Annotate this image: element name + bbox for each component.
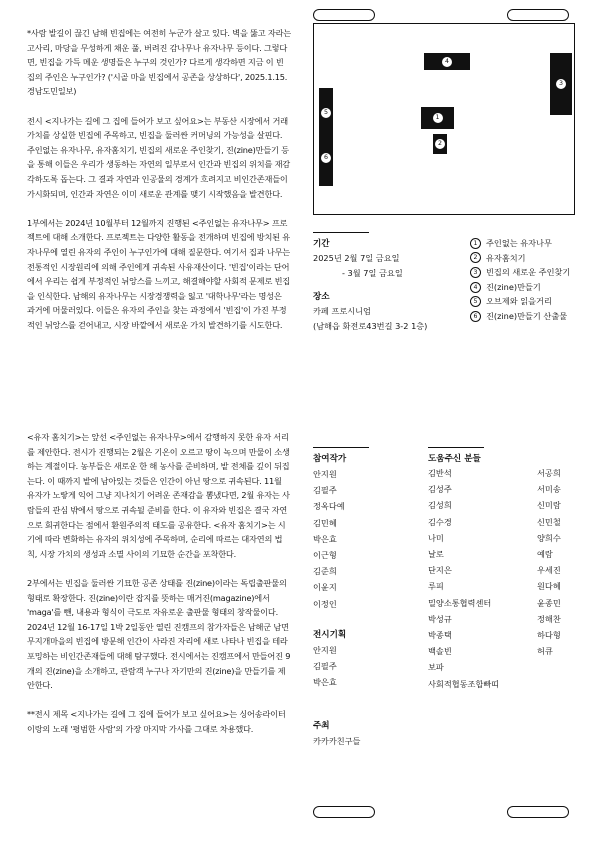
participant-name: 안지원	[313, 469, 337, 479]
room-2-label: 2	[435, 139, 445, 149]
top-left-pill-shape	[313, 9, 375, 21]
participants-label: 참여작가	[313, 454, 347, 464]
planner-name: 김필주	[313, 661, 337, 672]
helper-name: 보파	[428, 662, 444, 673]
participant-name: 이윤지	[313, 582, 337, 593]
venue-name: 카페 프로시니엄	[313, 306, 371, 317]
helper-name: 신민철	[537, 516, 561, 527]
helper-name: 루피	[428, 581, 444, 592]
helper-name: 정해찬	[537, 613, 561, 624]
credits-participants	[313, 447, 413, 750]
number-circle-icon: 3	[470, 267, 481, 278]
number-circle-icon: 4	[470, 282, 481, 293]
floor-plan-room-2	[433, 134, 447, 154]
helper-name: 신미람	[537, 500, 561, 511]
credits-helpers	[428, 447, 578, 466]
planner-name: 안지원	[313, 644, 337, 655]
floor-plan-room-3	[550, 53, 572, 115]
helper-name: 허큐	[537, 646, 553, 657]
venue-label: 장소	[313, 292, 330, 303]
period-rule	[313, 232, 369, 233]
participant-name: 박은효	[313, 533, 337, 544]
helper-name: 박성규	[428, 613, 452, 624]
number-circle-icon: 6	[470, 311, 481, 322]
planner-name: 박은효	[313, 677, 337, 688]
floor-plan-room-4	[424, 53, 470, 70]
legend-text: 진(zine)만들기 산출물	[486, 310, 568, 321]
floor-plan-room-5	[319, 88, 333, 146]
helper-name: 김성주	[428, 484, 452, 495]
legend-text: 주인없는 유자나무	[486, 238, 552, 248]
helper-name: 날로	[428, 549, 444, 560]
helpers-rule	[428, 447, 484, 448]
legend-text: 오브제와 읽을거리	[486, 296, 552, 307]
helper-name: 김수경	[428, 516, 452, 527]
number-circle-icon: 2	[470, 252, 481, 263]
planning-label: 전시기획	[313, 629, 347, 640]
body-footnote: **전시 제목 <지나가는 길에 그 집에 들어가 보고 싶어요>는 싱어송라이터 이랑의 노래 '평범한 사람'의 가장 마지막 가사를 그대로 차용했다.	[27, 709, 286, 734]
legend-item	[470, 265, 590, 280]
bottom-right-pill-shape	[507, 806, 569, 818]
room-3-label: 3	[556, 79, 566, 89]
intro-paragraph-3: 1부에서는 2024년 10월부터 12월까지 진행된 <주인없는 유자나무> 프로젝트에 대해 소개한다. 프로젝트는 다양한 활동을 전개하며 빈집에 방치된 유자나무에 열린 유자의 주인이 누구인가에 대해 질문한다. 여기서 집과 나무는 전통적인 시장원리에 의해 주인에게 귀속된 사유재산이다. '빈집'이라는 단어에서 우리는 쉽게 부정적인 뉘앙스를 느끼고, 해결해야할 사회적 문제로 빈집을 인식한다. 남해의 유자나무는 시장경쟁력을 잃고 '대학나무'라는 명성은 과거에 머물러있다. 이들은 유자의 주인을 찾는 과정에서 '빈집'이 가진 부정적인 뉘앙스를 걷어내고, 시장 바깥에서 새로운 가치 발견하기를 시도한다.	[27, 217, 291, 330]
floor-plan-room-1	[421, 107, 454, 129]
legend-item	[470, 251, 590, 266]
floor-plan-room-6	[319, 146, 333, 186]
helper-name: 우세진	[537, 565, 561, 576]
room-5-label: 5	[321, 108, 331, 118]
period-label: 기간	[313, 239, 330, 249]
helper-name: 나미	[428, 532, 444, 543]
floor-plan-legend	[470, 236, 590, 324]
body-column	[27, 430, 291, 736]
intro-quote: *사람 발길이 끊긴 남해 빈집에는 여전히 누군가 살고 있다. 벽을 뚫고 자라는 고사리, 마당을 무성하게 채운 풀, 버려진 감나무나 유자나무 등이다. 그렇다면, 빈집을 가득 메운 생명들은 누구의 것인가? 다르게 생각하면 지금 이 빈집의 주인은 누구인가? ('시골 마을 빈집에서 공존을 상상하다', 2025.1.15. 경남도민일보)	[27, 28, 291, 97]
legend-text: 빈집의 새로운 주인찾기	[486, 267, 571, 278]
helper-name: 김반석	[428, 468, 452, 478]
host-name: 카카카친구들	[313, 736, 361, 747]
helper-name: 원다혜	[537, 581, 561, 592]
period-start: 2025년 2월 7일 금요일	[313, 253, 400, 263]
helpers-list-col1	[428, 465, 528, 692]
participant-name: 이정인	[313, 598, 337, 609]
legend-item	[470, 309, 590, 324]
intro-column	[27, 26, 291, 332]
helper-name: 사회적협동조합빠띠	[428, 678, 500, 689]
participant-name: 김민혜	[313, 517, 337, 528]
participants-rule	[313, 447, 369, 448]
legend-item	[470, 236, 590, 251]
floor-plan	[313, 23, 575, 215]
helpers-list-col2	[537, 465, 597, 659]
helper-name: 백솔빈	[428, 646, 452, 657]
room-6-label: 6	[321, 153, 331, 163]
body-paragraph-2: 2부에서는 빈집을 둘러싼 기묘한 공존 상태를 진(zine)이라는 독립출판물의 형태로 확장한다. 진(zine)이란 잡지를 뜻하는 매거진(magazine)에서 'maga'를 뺀, 내용과 형식이 극도로 자유로운 출판물 형태의 창작물이다. 2024년 12월 16-17일 1박 2일동안 열린 진캠프의 참가자들은 남해군 남면 무지개마을의 빈집에 방문해 인간이 사라진 자리에 새로 나타나 빈집을 테라포밍하는 비인간존재들에 대해 탐구했다. 전시에서는 진캠프에서 만들어진 9개의 진(zine)을 소개하고, 관람객 누구나 자기만의 진(zine)을 만들기를 제안한다.	[27, 577, 291, 691]
number-circle-icon: 5	[470, 296, 481, 307]
exhibition-info	[313, 232, 463, 333]
helper-name: 예람	[537, 549, 553, 560]
number-circle-icon: 1	[470, 238, 481, 249]
planning-list	[313, 642, 413, 691]
helper-name: 서공희	[537, 468, 561, 478]
top-right-pill-shape	[507, 9, 569, 21]
legend-text: 진(zine)만들기	[486, 281, 541, 292]
helper-name: 김성희	[428, 500, 452, 511]
helper-name: 박종택	[428, 630, 452, 641]
bottom-left-pill-shape	[313, 806, 375, 818]
helper-name: 서미송	[537, 484, 561, 495]
intro-paragraph-2: 전시 <지나가는 길에 그 집에 들어가 보고 싶어요>는 부동산 시장에서 거래가치를 상실한 빈집에 주목하고, 빈집을 둘러싼 커머닝의 가능성을 살핀다. 주인없는 유자나무, 유자홈치기, 빈집의 새로운 주인찾기, 진(zine)만들기 등을 통해 이들은 우리가 생동하는 자연의 일부로서 인간과 빈집의 위치를 재감각하도록 돕는다. 그 결과 자연과 인공물의 경계가 흐려지고 비인간존재들이 가시화되며, 인간과 자연은 이미 새로운 관계를 맺기 시작했음을 발견한다.	[27, 115, 291, 199]
helper-name: 밀양소통협력센터	[428, 597, 492, 608]
room-4-label: 4	[442, 57, 452, 67]
helper-name: 양희수	[537, 532, 561, 543]
legend-item	[470, 294, 590, 309]
helper-name: 윤종민	[537, 597, 561, 608]
participant-name: 김필주	[313, 485, 337, 496]
participants-list	[313, 466, 413, 612]
legend-text: 유자홈치기	[486, 252, 526, 263]
participant-name: 김준희	[313, 566, 337, 577]
helpers-label: 도움주신 분들	[428, 454, 481, 464]
room-1-label: 1	[433, 113, 443, 123]
participant-name: 이근형	[313, 550, 337, 561]
participant-name: 정옥다예	[313, 501, 345, 512]
period-end: - 3월 7일 금요일	[342, 267, 403, 278]
body-paragraph-1: <유자 홈치기>는 앞선 <주인없는 유자나무>에서 감행하지 못한 유자 서리를 제안한다. 전시가 진행되는 2월은 기온이 오르고 땅이 녹으며 만물이 소생하는 계절이다. 농부들은 새로운 한 해 농사를 준비하며, 밭 전체를 깊이 뒤집는다. 이 때까지 밭에 남아있는 것들은 인간이 아닌 땅으로 귀속된다. 11월 유자가 노랗게 익어 그냥 지나치기 어려운 존재감을 뽐냈다면, 2월 유자는 사람들의 관심 밖에서 땅으로 귀속될 준비를 한다. 이 유자와 빈집은 결국 자연으로 회귀한다는 점에서 환원주의적 태도를 공유한다. <유자 홈치기>는 시기에 따라 변화하는 유자의 위치성에 주목하며, 순리에 따르는 대자연의 법칙, 시장 가치의 생성과 소멸 사이의 기묘한 순간을 포착한다.	[27, 432, 290, 559]
helper-name: 단지은	[428, 565, 452, 576]
venue-address: (남해읍 화전로43번길 3-2 1층)	[313, 320, 428, 331]
host-label: 주최	[313, 721, 330, 732]
helper-name: 하다형	[537, 630, 561, 641]
legend-item	[470, 280, 590, 295]
